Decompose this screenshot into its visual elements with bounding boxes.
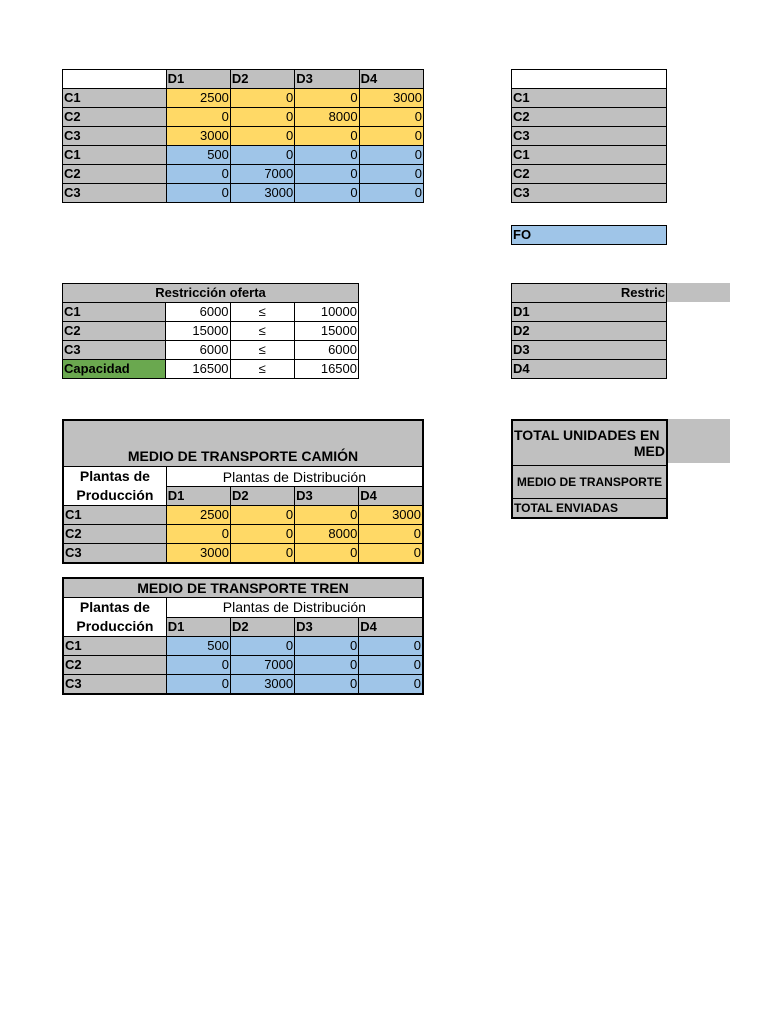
row-label[interactable]: C2 <box>63 108 167 127</box>
totals-title[interactable] <box>512 420 667 466</box>
value-cell[interactable]: 0 <box>359 184 423 203</box>
row-label[interactable]: C2 <box>63 165 167 184</box>
value-cell[interactable]: 3000 <box>166 127 230 146</box>
value-cell[interactable]: 0 <box>359 525 423 544</box>
row-label[interactable]: C2 <box>63 656 166 675</box>
value-cell[interactable]: 0 <box>166 675 230 695</box>
column-header[interactable]: D1 <box>166 70 230 89</box>
right-row-labels <box>511 69 667 203</box>
value-cell[interactable]: 0 <box>166 108 230 127</box>
value-cell[interactable]: 0 <box>230 127 294 146</box>
value-cell[interactable]: 0 <box>230 108 294 127</box>
medio-transporte-label[interactable]: MEDIO DE TRANSPORTE <box>512 466 667 499</box>
value-cell[interactable]: 0 <box>230 146 294 165</box>
value-cell[interactable]: 500 <box>166 146 230 165</box>
demand-restriction-table <box>511 283 667 379</box>
demand-title-overflow <box>666 283 730 302</box>
leq-cell[interactable]: ≤ <box>230 303 294 322</box>
value-cell[interactable]: 7000 <box>230 656 294 675</box>
value-cell[interactable]: 0 <box>359 544 423 564</box>
value-cell[interactable]: 0 <box>359 656 423 675</box>
row-label[interactable]: C3 <box>63 127 167 146</box>
value-cell[interactable]: 0 <box>166 656 230 675</box>
value-cell[interactable]: 0 <box>295 544 359 564</box>
value-cell[interactable]: 0 <box>295 184 359 203</box>
value-cell[interactable]: 0 <box>230 89 294 108</box>
supply-restriction-title[interactable]: Restricción oferta <box>63 284 359 303</box>
value-cell[interactable]: 0 <box>295 146 359 165</box>
value-cell[interactable]: 0 <box>295 656 359 675</box>
demand-restriction-title[interactable]: Restric <box>512 284 667 303</box>
value-cell[interactable]: 8000 <box>295 108 359 127</box>
lhs-cell[interactable]: 6000 <box>166 303 230 322</box>
rhs-cell[interactable]: 16500 <box>294 360 358 379</box>
row-label[interactable]: C1 <box>512 89 667 108</box>
totals-title-line1: TOTAL UNIDADES EN <box>514 427 660 443</box>
row-label[interactable]: C1 <box>63 506 166 525</box>
value-cell[interactable]: 0 <box>359 637 423 656</box>
distribution-label[interactable]: Plantas de Distribución <box>166 467 423 487</box>
rhs-cell[interactable]: 6000 <box>294 341 358 360</box>
corner-cell[interactable] <box>63 70 167 89</box>
camion-title[interactable]: MEDIO DE TRANSPORTE CAMIÓN <box>63 420 423 467</box>
blank-cell[interactable] <box>512 70 667 89</box>
row-label[interactable]: C3 <box>63 544 166 564</box>
row-label[interactable]: C1 <box>63 637 166 656</box>
total-enviadas-label[interactable]: TOTAL ENVIADAS <box>512 499 667 519</box>
row-label[interactable]: C1 <box>63 303 166 322</box>
value-cell[interactable]: 7000 <box>230 165 294 184</box>
totals-title-line2: MED <box>633 443 665 459</box>
value-cell[interactable]: 0 <box>359 146 423 165</box>
tren-table <box>62 577 424 695</box>
row-label[interactable]: C3 <box>63 341 166 360</box>
value-cell[interactable]: 3000 <box>166 544 230 564</box>
value-cell[interactable]: 0 <box>359 127 423 146</box>
value-cell[interactable]: 0 <box>359 165 423 184</box>
leq-cell[interactable]: ≤ <box>230 341 294 360</box>
column-header[interactable]: D4 <box>359 617 423 637</box>
column-header[interactable]: D4 <box>359 70 423 89</box>
value-cell[interactable]: 500 <box>166 637 230 656</box>
row-label[interactable]: C3 <box>63 184 167 203</box>
row-label[interactable]: C2 <box>512 165 667 184</box>
value-cell[interactable]: 0 <box>166 525 230 544</box>
column-header[interactable]: D1 <box>166 486 230 506</box>
column-header[interactable]: D4 <box>359 486 423 506</box>
value-cell[interactable]: 0 <box>230 544 294 564</box>
row-label[interactable]: C1 <box>63 89 167 108</box>
value-cell[interactable]: 3000 <box>359 89 423 108</box>
camion-table <box>62 419 424 564</box>
column-header[interactable]: D2 <box>230 486 294 506</box>
row-label[interactable]: C2 <box>63 322 166 341</box>
value-cell[interactable]: 3000 <box>230 675 294 695</box>
fo-label[interactable]: FO <box>512 226 667 245</box>
value-cell[interactable]: 8000 <box>295 525 359 544</box>
objective-function <box>511 225 667 245</box>
row-label[interactable]: D2 <box>512 322 667 341</box>
value-cell[interactable]: 0 <box>230 506 294 525</box>
distribution-label[interactable]: Plantas de Distribución <box>166 598 423 618</box>
tren-title[interactable]: MEDIO DE TRANSPORTE TREN <box>63 578 423 598</box>
column-header[interactable]: D3 <box>295 617 359 637</box>
plants-label[interactable]: Plantas de Producción <box>63 598 166 637</box>
lhs-cell[interactable]: 6000 <box>166 341 230 360</box>
value-cell[interactable]: 0 <box>359 108 423 127</box>
row-label[interactable]: C3 <box>512 184 667 203</box>
value-cell[interactable]: 0 <box>359 675 423 695</box>
value-cell[interactable]: 2500 <box>166 506 230 525</box>
row-label[interactable]: C1 <box>63 146 167 165</box>
row-label[interactable]: C3 <box>512 127 667 146</box>
row-label[interactable]: C1 <box>512 146 667 165</box>
capacity-label[interactable]: Capacidad <box>63 360 166 379</box>
column-header[interactable]: D3 <box>295 70 359 89</box>
plants-label[interactable]: Plantas de Producción <box>63 467 166 506</box>
value-cell[interactable]: 0 <box>166 184 230 203</box>
row-label[interactable]: C2 <box>63 525 166 544</box>
column-header[interactable]: D1 <box>166 617 230 637</box>
value-cell[interactable]: 0 <box>166 165 230 184</box>
column-header[interactable]: D3 <box>295 486 359 506</box>
column-header[interactable]: D2 <box>230 617 294 637</box>
leq-cell[interactable]: ≤ <box>230 360 294 379</box>
value-cell[interactable]: 0 <box>295 89 359 108</box>
value-cell[interactable]: 0 <box>295 675 359 695</box>
row-label[interactable]: D4 <box>512 360 667 379</box>
value-cell[interactable]: 0 <box>295 637 359 656</box>
totals-title-overflow <box>666 419 730 463</box>
leq-cell[interactable]: ≤ <box>230 322 294 341</box>
row-label[interactable]: D3 <box>512 341 667 360</box>
row-label[interactable]: D1 <box>512 303 667 322</box>
row-label[interactable]: C2 <box>512 108 667 127</box>
value-cell[interactable]: 0 <box>295 127 359 146</box>
rhs-cell[interactable]: 10000 <box>294 303 358 322</box>
value-cell[interactable]: 0 <box>295 506 359 525</box>
supply-restriction-table <box>62 283 359 379</box>
value-cell[interactable]: 2500 <box>166 89 230 108</box>
value-cell[interactable]: 3000 <box>230 184 294 203</box>
totals-table <box>511 419 668 519</box>
row-label[interactable]: C3 <box>63 675 166 695</box>
lhs-cell[interactable]: 16500 <box>166 360 230 379</box>
allocation-matrix <box>62 69 424 203</box>
value-cell[interactable]: 0 <box>230 637 294 656</box>
value-cell[interactable]: 3000 <box>359 506 423 525</box>
lhs-cell[interactable]: 15000 <box>166 322 230 341</box>
rhs-cell[interactable]: 15000 <box>294 322 358 341</box>
column-header[interactable]: D2 <box>230 70 294 89</box>
value-cell[interactable]: 0 <box>295 165 359 184</box>
value-cell[interactable]: 0 <box>230 525 294 544</box>
